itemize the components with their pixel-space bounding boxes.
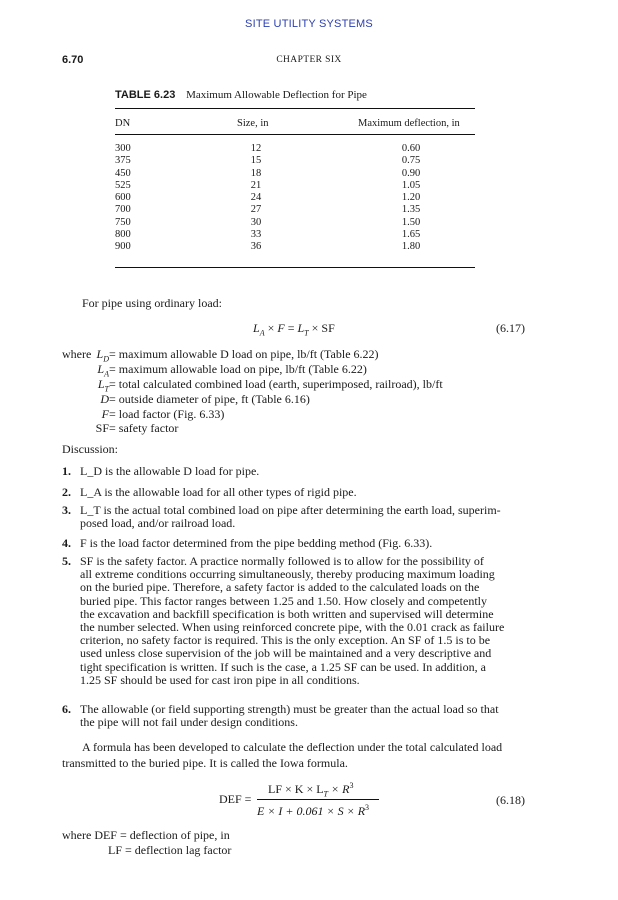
item-line: posed load, and/or railroad load. [80,517,236,531]
item-text [80,465,529,478]
table-cell: 1.50 [401,216,421,228]
item-line: 1.25 SF should be used for cast iron pipe in all conditions. [80,673,360,687]
table-cell: 1.20 [401,192,421,204]
definition-text: = load factor (Fig. 6.33) [109,407,225,421]
table-cell: 525 [115,179,131,191]
item-number: 5. [62,554,71,568]
table-column-dn [115,143,155,254]
where-label: where [62,347,92,361]
equation-6-18-lhs: DEF = [219,792,252,806]
table-cell: 30 [250,216,262,228]
definition-symbol: F [101,407,109,421]
table-header-deflection: Maximum deflection, in [358,118,460,129]
table-cell: 800 [115,229,131,241]
item-text [80,504,529,530]
item-line: buried pipe. This factor ranges between 1.25 and 1.50. How closely and competently [80,594,487,608]
table-cell: 450 [115,167,131,179]
table-cell: 15 [250,155,262,167]
eq-subscript: A [259,328,265,338]
where-definition [96,347,379,364]
table-cell: 750 [115,216,131,228]
table-caption [115,89,367,101]
table-cell: 21 [250,179,262,191]
item-line: L_A is the allowable load for all other types of rigid pipe. [80,486,357,499]
running-head: SITE UTILITY SYSTEMS [245,18,373,30]
item-number: 1. [62,464,71,478]
item-line: the excavation and backfill specification is both written and supervised will determine [80,607,494,621]
table-label: TABLE 6.23 [115,89,176,101]
table-cell: 900 [115,241,131,253]
item-line: L_D is the allowable D load for pipe. [80,465,260,478]
equation-6-17: $L_A \times F = L_T$ × SF [253,321,335,338]
where2-def-def: where DEF = deflection of pipe, in [62,828,230,842]
item-number: 3. [62,503,71,517]
table-cell: 600 [115,192,131,204]
item-line: criterion, no safety factor is required. This is the only exception. An SF of 1.5 is to be [80,634,491,648]
table-header-rule [115,134,475,135]
table-cell: 1.80 [401,241,421,253]
table-cell: 36 [250,241,262,253]
table-cell: 0.60 [401,143,421,154]
table-cell: 1.65 [401,229,421,241]
table-cell: 33 [250,229,262,241]
item-line: used unless close supervision of the job will be maintained and a very descriptive and [80,647,492,661]
definition-symbol: D [100,392,109,406]
table-cell: 300 [115,143,131,154]
where-definition [97,362,367,379]
table-column-deflection [395,143,427,254]
definition-text: = maximum allowable D load on pipe, lb/ft (Table 6.22) [109,347,379,361]
table-header-size: Size, in [237,118,269,129]
page-number: 6.70 [62,54,84,66]
item-text [80,486,529,499]
equation-number-6-18: (6.18) [496,793,525,807]
definition-symbol: $L_T$ [97,377,109,394]
table-header-dn: DN [115,118,131,129]
definition-symbol: SF [95,421,109,435]
equation-number-6-17: (6.17) [496,321,525,335]
table-cell: 12 [250,143,262,154]
item-text [80,537,529,550]
table-title: Maximum Allowable Deflection for Pipe [186,89,367,101]
table-cell: 27 [250,204,262,216]
definition-text: = safety factor [109,421,179,435]
eq-symbol: L [253,321,260,335]
where-definition [97,377,443,394]
table-cell: 24 [250,192,262,204]
table-cell: 18 [250,167,262,179]
item-text [80,555,529,687]
table-cell: 0.75 [401,155,421,167]
item-line: on the buried pipe. Therefore, a safety factor is added to the calculated loads on the [80,581,480,595]
item-number: 6. [62,702,71,716]
table-cell: 0.90 [401,167,421,179]
item-line: SF is the safety factor. A practice normally followed is to allow for the possibility of [80,555,484,568]
table-cell: 700 [115,204,131,216]
item-number: 4. [62,536,71,550]
iowa-paragraph-line2: transmitted to the buried pipe. It is called the Iowa formula. [62,756,348,770]
item-line: the number selected. When using reinforced concrete pipe, with the 0.01 crack as failure [80,620,505,634]
item-number: 2. [62,485,71,499]
table-cell: 1.35 [401,204,421,216]
where-definition [101,407,225,422]
item-line: all extreme conditions occurring simultaneously, thereby producing maximum loading [80,568,495,582]
table-cell: 375 [115,155,131,167]
where2-def-lf: LF = deflection lag factor [108,843,232,857]
equation-6-18-numerator: LF × $K \times L_T \times R^3$ [268,781,354,799]
item-line: L_T is the actual total combined load on pipe after determining the earth load, superim- [80,504,501,517]
where-definition [100,392,310,407]
table-column-size [240,143,272,254]
discussion-heading: Discussion: [62,442,119,456]
chapter-title: CHAPTER SIX [276,55,342,65]
definition-text: = maximum allowable load on pipe, lb/ft (Table 6.22) [109,362,367,376]
definition-symbol: $L_D$ [96,347,109,364]
intro-text: For pipe using ordinary load: [82,296,222,310]
definition-symbol: $L_A$ [97,362,109,379]
fraction-bar [257,799,379,800]
table-bottom-rule [115,267,475,268]
item-line: The allowable (or field supporting strength) must be greater than the actual load so that [80,703,499,716]
item-line: tight specification is written. If such is the case, a 1.25 SF can be used. In addition, a [80,660,486,674]
definition-text: = total calculated combined load (earth, superimposed, railroad), lb/ft [109,377,443,391]
item-line: the pipe will not fail under design conditions. [80,716,298,730]
item-text [80,703,529,729]
equation-6-18-denominator: $E \times I + 0.061 \times S \times R^3$ [257,803,370,818]
item-line: F is the load factor determined from the pipe bedding method (Fig. 6.33). [80,537,433,550]
iowa-paragraph-line1: A formula has been developed to calculate the deflection under the total calculated load [82,740,503,754]
table-cell: 1.05 [401,179,421,191]
table-top-rule [115,108,475,109]
where-definition [95,421,179,436]
definition-text: = outside diameter of pipe, ft (Table 6.16) [109,392,310,406]
